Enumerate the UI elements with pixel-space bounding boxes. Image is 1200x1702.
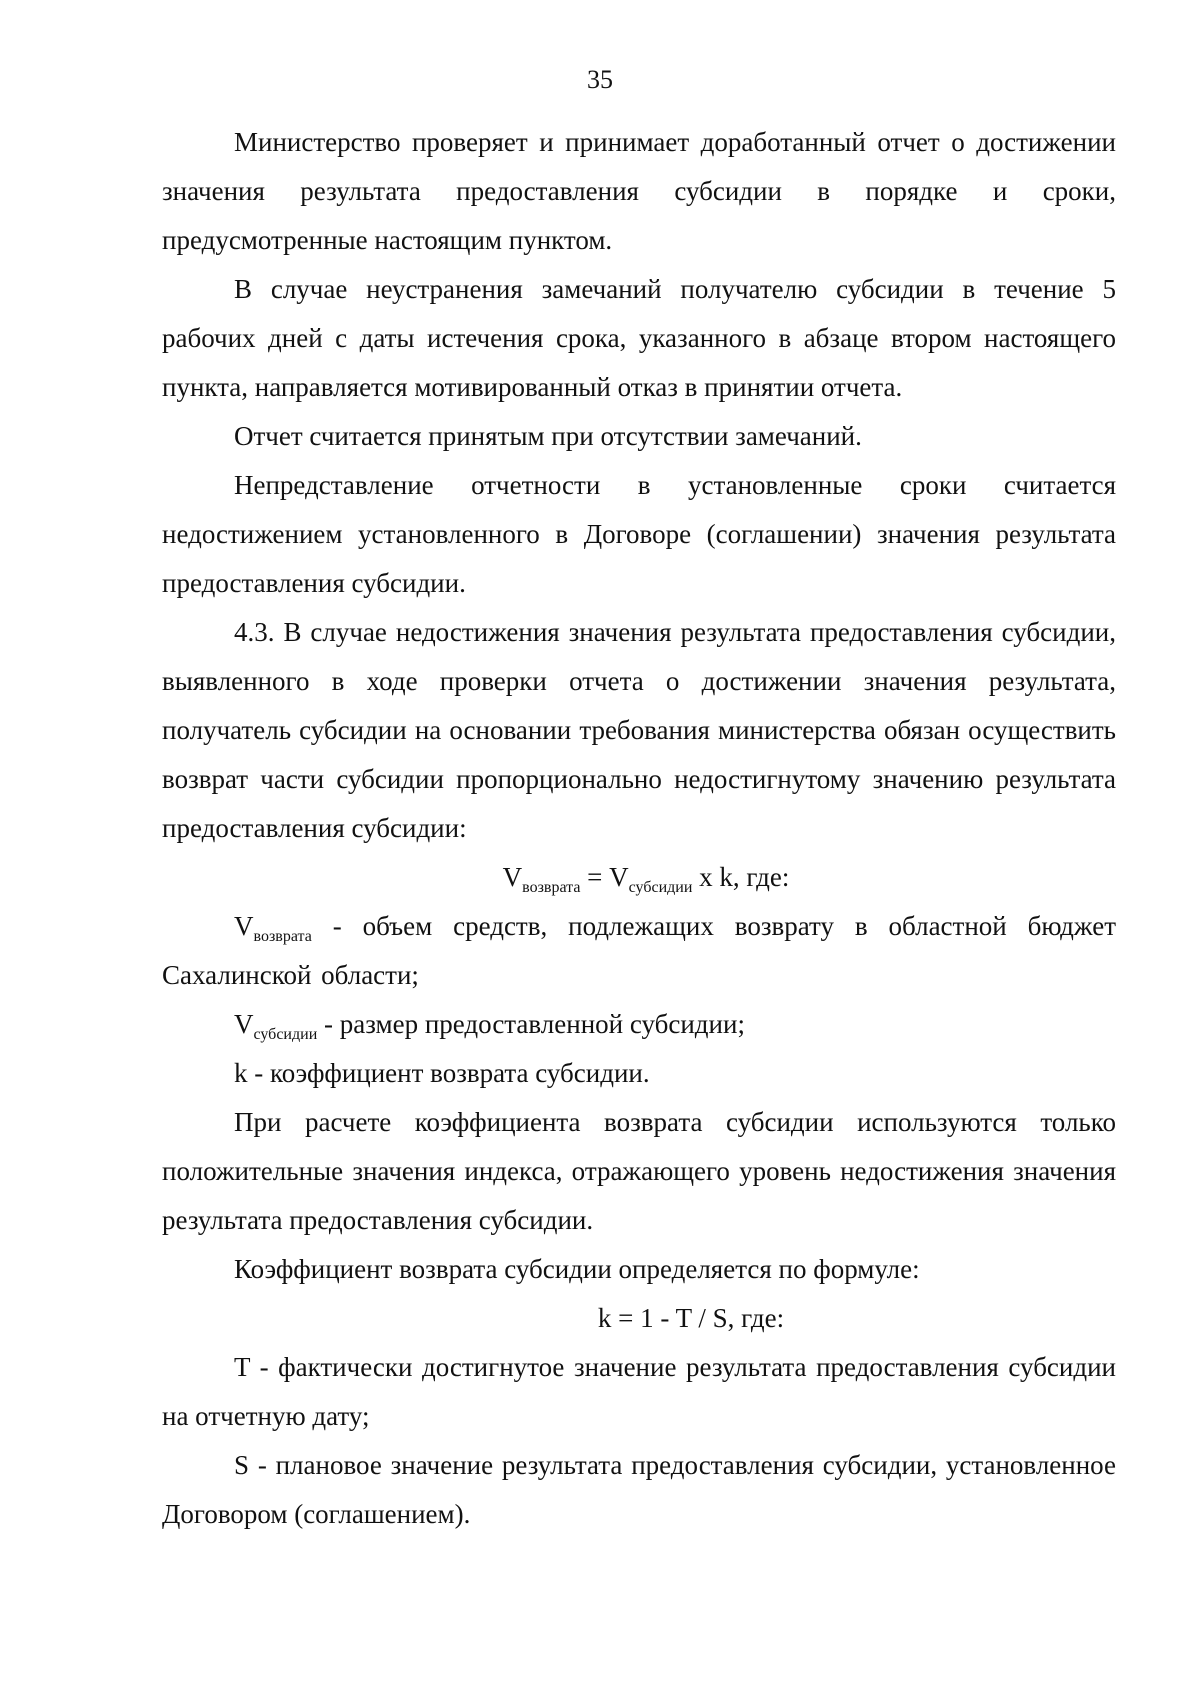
paragraph-coefficient-formula: Коэффициент возврата субсидии определяется по формуле: [234,1254,920,1284]
definition-v-subsidy: $V_{субсидии}$ - размер предоставленной субсидии; [234,1009,745,1043]
formula-rhs: $V_{субсидии}$ [609,862,693,896]
page-number: 35 [587,65,613,94]
definition-t: T - фактически достигнутое значение результата предоставления субсидии на отчетную дату; [162,1352,1116,1431]
paragraph-non-submission: Непредставление отчетности в установленные сроки считается недостижением установленного в Договоре (соглашении) значения результата предоставления субсидии. [162,470,1116,598]
document-body [162,118,1116,1539]
definition-s: S - плановое значение результата предоставления субсидии, установленное Договором (соглашением). [162,1450,1116,1529]
formula-return-volume: $V_{возврата} = V_{субсидии}$ x k, где: [502,862,790,896]
paragraph-report-accepted: Отчет считается принятым при отсутствии замечаний. [234,421,862,451]
paragraph-section-4-3: 4.3. В случае недостижения значения результата предоставления субсидии, выявленного в ходе проверки отчета о достижении значения результата, получатель субсидии на основании требования министерства обязан осуществить возврат части субсидии пропорционально недостигнутому значению результата предоставления субсидии: [162,617,1116,843]
paragraph-report-acceptance: Министерство проверяет и принимает доработанный отчет о достижении значения результата предоставления субсидии в порядке и сроки, предусмотренные настоящим пунктом. [162,127,1116,255]
definition-k: k - коэффициент возврата субсидии. [234,1058,650,1088]
paragraph-positive-values: При расчете коэффициента возврата субсидии используются только положительные значения индекса, отражающего уровень недостижения значения результата предоставления субсидии. [162,1107,1116,1235]
formula-coefficient: k = 1 - T / S, где: [597,1303,785,1333]
definition-v-return: $V_{возврата}$ - объем средств, подлежащих возврату в областной бюджет Сахалинской области; [162,911,1116,990]
paragraph-refusal: В случае неустранения замечаний получателю субсидии в течение 5 рабочих дней с даты истечения срока, указанного в абзаце втором настоящего пункта, направляется мотивированный отказ в принятии отчета. [162,274,1116,402]
formula-lhs: $V_{возврата}$ [502,862,581,896]
